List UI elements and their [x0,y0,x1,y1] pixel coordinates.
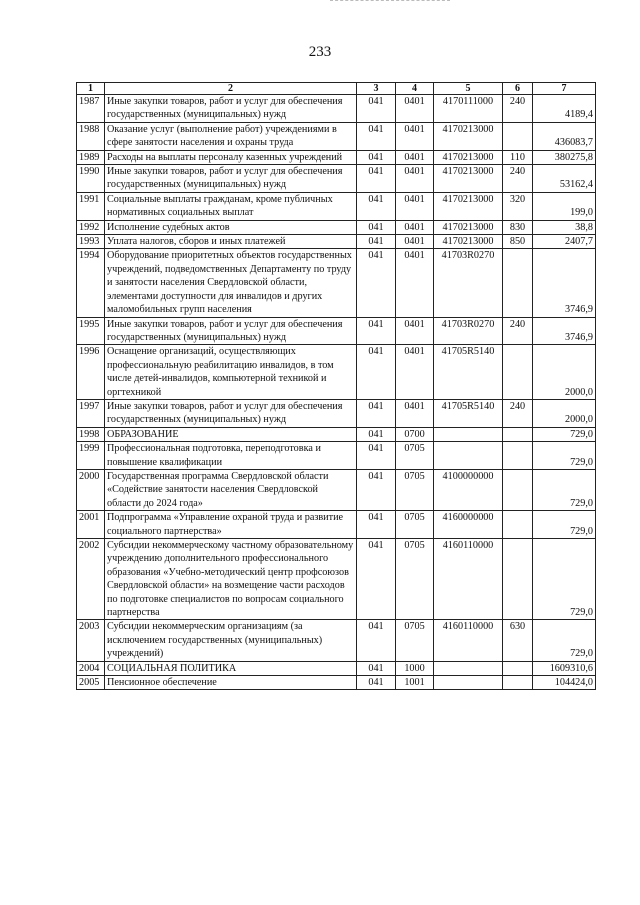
row-number: 1996 [77,345,105,400]
expense-name: Расходы на выплаты персоналу казенных учреждений [105,150,357,164]
department-code: 041 [357,661,396,675]
row-number: 2005 [77,676,105,690]
expense-name: Субсидии некоммерческим организациям (за исключением государственных (муниципальных) учреждений) [105,620,357,661]
section-code: 0705 [396,469,434,510]
section-code: 0401 [396,150,434,164]
table-row [77,676,596,690]
scan-artifact [330,0,450,3]
department-code: 041 [357,249,396,317]
amount: 2000,0 [533,345,596,400]
amount: 729,0 [533,620,596,661]
target-article-code: 4170213000 [434,220,503,234]
target-article-code [434,427,503,441]
column-header: 3 [357,83,396,95]
row-number: 1988 [77,122,105,150]
amount: 53162,4 [533,165,596,193]
amount: 729,0 [533,427,596,441]
expense-type-code: 320 [503,192,533,220]
amount: 729,0 [533,539,596,620]
target-article-code: 4170213000 [434,235,503,249]
expense-name: Оборудование приоритетных объектов государственных учреждений, подведомственных Департаменту по труду и занятости населения Свердловской области, элементами доступности для инвалидов и других маломобильных групп населения [105,249,357,317]
amount: 729,0 [533,442,596,470]
expense-type-code [503,122,533,150]
amount: 3746,9 [533,317,596,345]
expense-type-code [503,345,533,400]
target-article-code: 4170111000 [434,95,503,123]
table-row [77,399,596,427]
expense-name: Оказание услуг (выполнение работ) учреждениями в сфере занятости населения и охраны труда [105,122,357,150]
row-number: 1992 [77,220,105,234]
amount: 104424,0 [533,676,596,690]
section-code: 0401 [396,220,434,234]
table-row [77,122,596,150]
section-code: 0401 [396,165,434,193]
target-article-code [434,676,503,690]
column-header: 4 [396,83,434,95]
target-article-code: 4170213000 [434,122,503,150]
row-number: 2002 [77,539,105,620]
table-row [77,661,596,675]
department-code: 041 [357,220,396,234]
department-code: 041 [357,469,396,510]
section-code: 0705 [396,511,434,539]
table-row [77,317,596,345]
row-number: 1994 [77,249,105,317]
row-number: 1995 [77,317,105,345]
expense-type-code: 240 [503,399,533,427]
table-row [77,539,596,620]
table-row [77,427,596,441]
department-code: 041 [357,95,396,123]
amount: 199,0 [533,192,596,220]
expense-name: Иные закупки товаров, работ и услуг для обеспечения государственных (муниципальных) нужд [105,399,357,427]
target-article-code: 4160110000 [434,620,503,661]
target-article-code: 4160110000 [434,539,503,620]
table-row [77,469,596,510]
row-number: 1993 [77,235,105,249]
row-number: 1990 [77,165,105,193]
amount: 729,0 [533,511,596,539]
expense-name: Субсидии некоммерческому частному образовательному учреждению дополнительного профессионального образования «Учебно-методический центр профсоюзов Свердловской области» на возмещение части расходов по подготовке специалистов по вопросам социального партнерства [105,539,357,620]
expense-type-code [503,676,533,690]
expense-type-code: 240 [503,95,533,123]
amount: 38,8 [533,220,596,234]
expense-name: ОБРАЗОВАНИЕ [105,427,357,441]
section-code: 0401 [396,95,434,123]
expense-type-code [503,661,533,675]
target-article-code: 41703R0270 [434,249,503,317]
expense-type-code [503,442,533,470]
section-code: 0700 [396,427,434,441]
target-article-code: 41703R0270 [434,317,503,345]
expense-name: Оснащение организаций, осуществляющих профессиональную реабилитацию инвалидов, в том числе детей-инвалидов, компьютерной техникой и оргтехникой [105,345,357,400]
department-code: 041 [357,345,396,400]
department-code: 041 [357,427,396,441]
column-header: 7 [533,83,596,95]
amount: 2407,7 [533,235,596,249]
amount: 1609310,6 [533,661,596,675]
section-code: 0401 [396,399,434,427]
page-number: 233 [308,44,332,60]
expense-type-code: 850 [503,235,533,249]
expense-name: Иные закупки товаров, работ и услуг для обеспечения государственных (муниципальных) нужд [105,95,357,123]
expense-type-code: 110 [503,150,533,164]
row-number: 2001 [77,511,105,539]
department-code: 041 [357,192,396,220]
section-code: 0401 [396,235,434,249]
column-header: 6 [503,83,533,95]
amount: 2000,0 [533,399,596,427]
target-article-code: 4160000000 [434,511,503,539]
section-code: 0401 [396,317,434,345]
table-row [77,220,596,234]
row-number: 1987 [77,95,105,123]
expense-type-code [503,469,533,510]
section-code: 0401 [396,345,434,400]
expense-name: СОЦИАЛЬНАЯ ПОЛИТИКА [105,661,357,675]
expense-name: Иные закупки товаров, работ и услуг для обеспечения государственных (муниципальных) нужд [105,165,357,193]
header-row [77,83,596,95]
target-article-code: 4100000000 [434,469,503,510]
table-row [77,165,596,193]
target-article-code: 41705R5140 [434,345,503,400]
row-number: 1989 [77,150,105,164]
table-body [77,95,596,690]
section-code: 0705 [396,620,434,661]
department-code: 041 [357,676,396,690]
section-code: 0705 [396,442,434,470]
department-code: 041 [357,511,396,539]
budget-table [76,82,596,690]
table-row [77,192,596,220]
expense-type-code [503,511,533,539]
expense-type-code [503,249,533,317]
amount: 436083,7 [533,122,596,150]
amount: 380275,8 [533,150,596,164]
expense-type-code [503,427,533,441]
target-article-code: 4170213000 [434,192,503,220]
section-code: 1001 [396,676,434,690]
expense-name: Подпрограмма «Управление охраной труда и развитие социального партнерства» [105,511,357,539]
section-code: 0705 [396,539,434,620]
department-code: 041 [357,620,396,661]
amount: 4189,4 [533,95,596,123]
target-article-code: 4170213000 [434,165,503,193]
target-article-code [434,442,503,470]
expense-type-code: 630 [503,620,533,661]
expense-name: Пенсионное обеспечение [105,676,357,690]
expense-name: Уплата налогов, сборов и иных платежей [105,235,357,249]
department-code: 041 [357,399,396,427]
section-code: 0401 [396,122,434,150]
column-header: 1 [77,83,105,95]
department-code: 041 [357,317,396,345]
expense-name: Государственная программа Свердловской области «Содействие занятости населения Свердловской области до 2024 года» [105,469,357,510]
department-code: 041 [357,539,396,620]
department-code: 041 [357,150,396,164]
table-row [77,150,596,164]
section-code: 1000 [396,661,434,675]
expense-name: Иные закупки товаров, работ и услуг для обеспечения государственных (муниципальных) нужд [105,317,357,345]
target-article-code [434,661,503,675]
target-article-code: 41705R5140 [434,399,503,427]
department-code: 041 [357,165,396,193]
department-code: 041 [357,235,396,249]
section-code: 0401 [396,249,434,317]
amount: 3746,9 [533,249,596,317]
department-code: 041 [357,122,396,150]
department-code: 041 [357,442,396,470]
row-number: 1991 [77,192,105,220]
table-row [77,249,596,317]
expense-type-code: 240 [503,317,533,345]
column-header: 5 [434,83,503,95]
table-row [77,235,596,249]
section-code: 0401 [396,192,434,220]
row-number: 1997 [77,399,105,427]
expense-type-code [503,539,533,620]
row-number: 1998 [77,427,105,441]
row-number: 2000 [77,469,105,510]
column-header: 2 [105,83,357,95]
row-number: 2003 [77,620,105,661]
expense-type-code: 830 [503,220,533,234]
row-number: 2004 [77,661,105,675]
expense-name: Социальные выплаты гражданам, кроме публичных нормативных социальных выплат [105,192,357,220]
expense-name: Исполнение судебных актов [105,220,357,234]
target-article-code: 4170213000 [434,150,503,164]
table-row [77,511,596,539]
table-row [77,442,596,470]
amount: 729,0 [533,469,596,510]
row-number: 1999 [77,442,105,470]
table-row [77,620,596,661]
expense-name: Профессиональная подготовка, переподготовка и повышение квалификации [105,442,357,470]
table-row [77,345,596,400]
table-row [77,95,596,123]
expense-type-code: 240 [503,165,533,193]
